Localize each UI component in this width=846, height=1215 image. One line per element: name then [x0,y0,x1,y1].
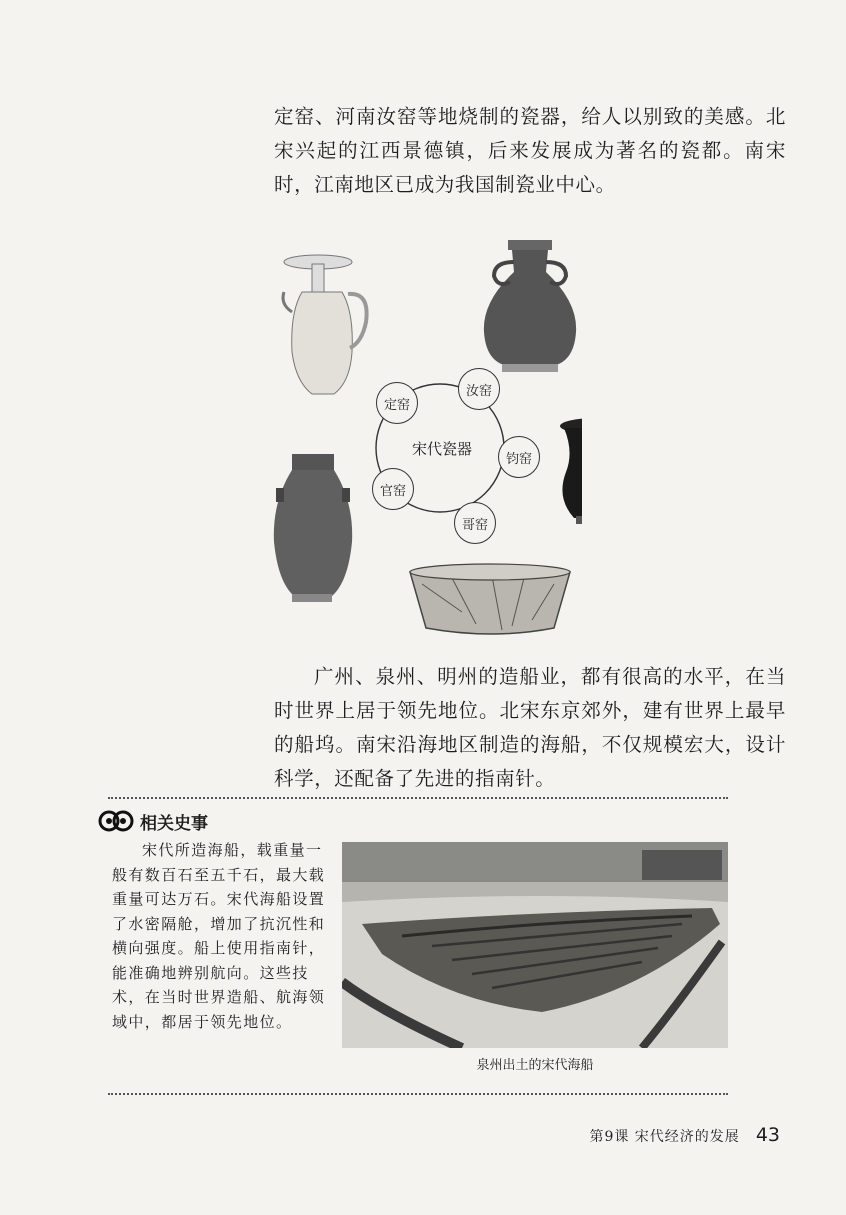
photo-caption: 泉州出土的宋代海船 [476,1058,594,1073]
related-history-text: 宋代所造海船，载重量一般有数百石至五千石，最大载重量可达万石。宋代海船设置了水密隔舱，增加了抗沉性和横向强度。船上使用指南针，能准确地辨别航向。这些技术，在当时世界造船、航海领域中，都居于领先地位。 [112,841,326,1031]
page-number: 43 [755,1124,780,1146]
related-history-header [98,806,208,836]
swirl-icon [98,806,134,836]
section-title: 相关史事 [140,813,208,834]
ship-photo-image [342,842,728,1048]
paragraph-shipbuilding: 广州、泉州、明州的造船业，都有很高的水平，在当时世界上居于领先地位。北宋东京郊外，建有世界上最早的船坞。南宋沿海地区制造的海船，不仅规模宏大，设计科学，还配备了先进的指南针。 [274,665,786,790]
divider-top [108,797,728,799]
guan-vase-image [274,454,352,602]
kiln-label-ru: 汝窑 [458,368,500,410]
kiln-label-guan: 官窑 [372,468,414,510]
porcelain-figure [262,232,582,652]
page-footer [589,1124,780,1146]
ru-vase-image [484,240,576,372]
song-ship-photo [342,842,728,1048]
ge-bowl-image [410,564,570,634]
paragraph-porcelain: 定窑、河南汝窑等地烧制的瓷器，给人以别致的美感。北宋兴起的江西景德镇，后来发展成为著名的瓷都。南宋时，江南地区已成为我国制瓷业中心。 [274,105,786,196]
kiln-label-ding: 定窑 [376,382,418,424]
figure-center-label: 宋代瓷器 [412,440,473,458]
divider-bottom [108,1093,728,1095]
footer-lesson-title: 第9课 宋代经济的发展 [589,1129,740,1145]
ding-ewer-image [283,255,367,394]
kiln-label-jun: 钧窑 [498,436,540,478]
kiln-label-ge: 哥窑 [454,502,496,544]
jun-jar-image [560,418,582,524]
